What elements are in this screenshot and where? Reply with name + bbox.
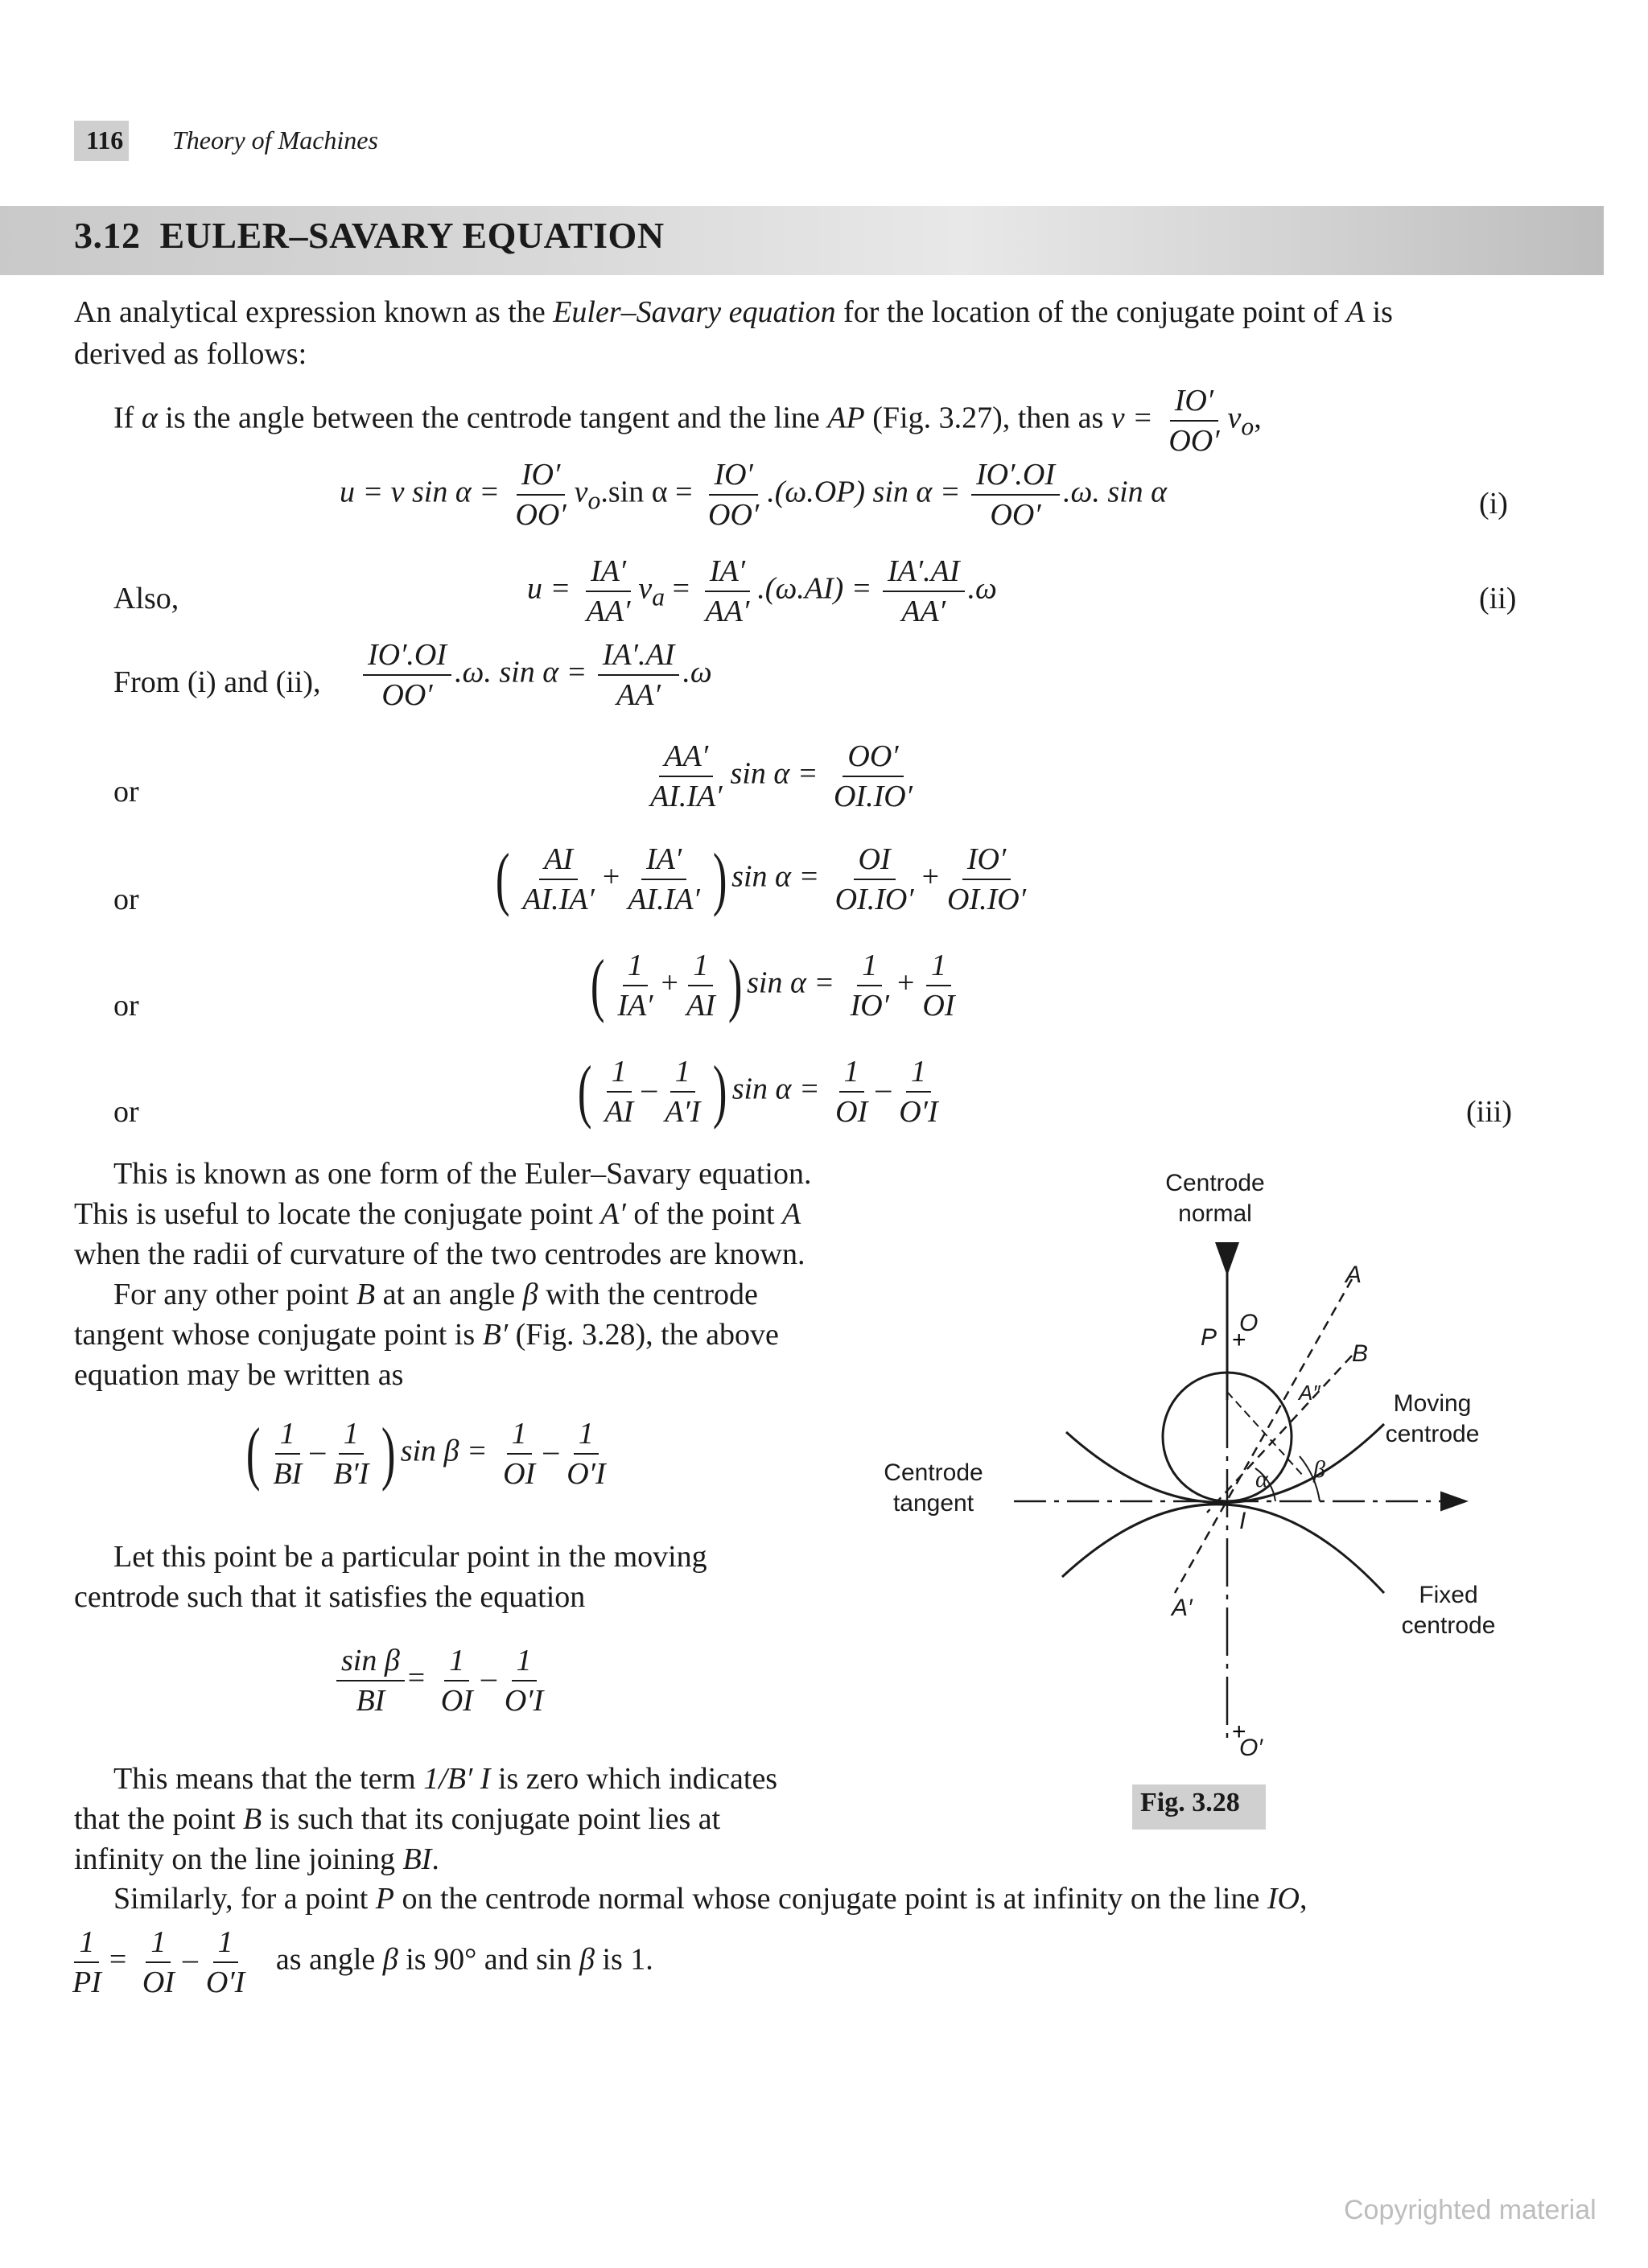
label-angle-beta: β — [1313, 1456, 1325, 1483]
section-title: EULER–SAVARY EQUATION — [159, 215, 665, 256]
paragraph-similarly: Similarly, for a point P on the centrode normal whose conjugate point is at infinity on the line IO, — [113, 1882, 1308, 1916]
label-centrode-tangent: Centrode tangent — [884, 1459, 983, 1517]
equation-from-i-ii: $\frac{IO'.OI}{OO'}$ .ω. sin α = $\frac{IA'.AI}{AA'}$ .ω — [360, 637, 712, 713]
equation-sin-beta: $\frac{\text{sin β}}{BI}$ = $\frac{1}{OI}$ – $\frac{1}{O'I}$ — [333, 1643, 551, 1718]
label-from-i-ii: From (i) and (ii), — [113, 665, 321, 699]
fixed-centrode-curve — [1062, 1504, 1384, 1593]
label-point-A: A — [1345, 1262, 1362, 1288]
page-number: 116 — [86, 126, 124, 154]
equation-pi: $\frac{1}{PI}$ = $\frac{1}{OI}$ – $\frac{1}{O'I}$ as angle β is 90° and sin β is 1. — [72, 1925, 653, 1999]
equation-number-i: (i) — [1479, 487, 1508, 521]
svg-text:+: + — [1232, 1718, 1246, 1745]
equation-i: u = v sin α = $\frac{IO'}{OO'}$ $v_o.\sin$ α = $\frac{IO'}{OO'}$ .(ω.OP) sin α = $\frac{IO'.OI}{OO'}$ .ω. sin α — [340, 458, 1168, 532]
label-or-2: or — [113, 883, 139, 916]
running-head: Theory of Machines — [172, 126, 378, 154]
label-or-3: or — [113, 989, 139, 1023]
equation-beta: ( $\frac{1}{BI}$ – $\frac{1}{B'I}$ ) sin β = $\frac{1}{OI}$ – $\frac{1}{O'I}$ — [245, 1414, 606, 1492]
label-point-B: B — [1352, 1340, 1369, 1367]
equation-or-1: $\frac{AA'}{AI.IA'}$ sin α = $\frac{OO'}{OI.IO'}$ — [650, 739, 913, 813]
label-also: Also, — [113, 582, 179, 615]
paragraph-euler-savary-form: This is known as one form of the Euler–Savary equation. This is useful to locate the conjugate point A′ of the point A when the radii of curvature of the two centrodes are known. For any other point B at an angle β with the centrode tangent whose conjugate point is B′ (Fig. 3.28), the above equation may be written as — [74, 1157, 812, 1392]
label-point-A-double-prime: A″ — [1299, 1381, 1320, 1405]
label-point-I: I — [1239, 1508, 1246, 1534]
label-or-1: or — [113, 775, 139, 809]
label-centrode-normal: Centrode normal — [1165, 1170, 1265, 1227]
copyright-watermark: Copyrighted material — [1344, 2195, 1596, 2225]
equation-or-2: ( $\frac{AI}{AI.IA'}$ + $\frac{IA'}{AI.IA'}$ ) sin α = $\frac{OI}{OI.IO'}$ + $\frac{IO'}{OI.IO'}$ — [495, 840, 1027, 918]
section-heading — [74, 214, 665, 257]
label-angle-alpha: α — [1255, 1466, 1268, 1492]
equation-number-iii: (iii) — [1466, 1095, 1512, 1129]
equation-ii: u = $\frac{IA'}{AA'}$ $v_a$ = $\frac{IA'}{AA'}$ .(ω.AI) = $\frac{IA'.AI}{AA'}$ .ω — [527, 554, 997, 628]
label-fixed-centrode: Fixed centrode — [1401, 1582, 1496, 1639]
moving-centrode-curve — [1066, 1424, 1384, 1503]
equation-or-3: ( $\frac{1}{IA'}$ + $\frac{1}{AI}$ ) sin α = $\frac{1}{IO'}$ + $\frac{1}{OI}$ — [590, 946, 955, 1024]
intro-line-2: derived as follows: — [74, 337, 307, 371]
label-point-O-prime: O′ — [1239, 1735, 1263, 1761]
paragraph-particular-point: Let this point be a particular point in the moving centrode such that it satisfies the equation — [74, 1540, 707, 1614]
label-or-4: or — [113, 1095, 139, 1129]
if-alpha-line: If α is the angle between the centrode tangent and the line AP (Fig. 3.27), then as v = $\frac{IO'}{OO'}$ $v_o$, — [113, 384, 1262, 458]
label-point-A-prime: A′ — [1172, 1595, 1193, 1621]
section-number: 3.12 — [74, 215, 141, 256]
svg-text:+: + — [1232, 1327, 1246, 1353]
intro-line-1: An analytical expression known as the Euler–Savary equation for the location of the conjugate point of A is — [74, 295, 1393, 329]
label-point-O: O — [1239, 1310, 1259, 1336]
label-point-P: P — [1201, 1324, 1217, 1351]
paragraph-term-zero: This means that the term 1/B′ I is zero which indicates that the point B is such that its conjugate point lies at infinity on the line joining BI. — [74, 1762, 778, 1876]
figure-caption: Fig. 3.28 — [1140, 1788, 1240, 1817]
equation-number-ii: (ii) — [1479, 582, 1517, 615]
line-BI — [1207, 1356, 1352, 1513]
equation-or-4: ( $\frac{1}{AI}$ – $\frac{1}{A'I}$ ) sin α = $\frac{1}{OI}$ – $\frac{1}{O'I}$ — [577, 1052, 938, 1130]
label-moving-centrode: Moving centrode — [1385, 1390, 1480, 1447]
